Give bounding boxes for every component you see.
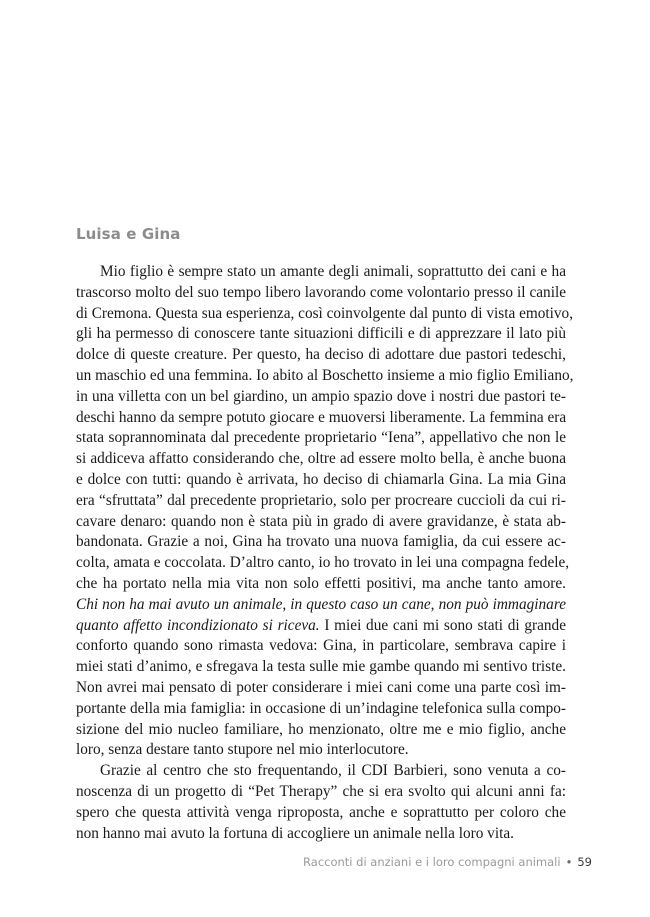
text-line: trascorso molto del suo tempo libero lavorando come volontario presso il canile [76, 283, 566, 301]
text-line: sizione del mio nucleo familiare, ho menzionato, oltre me e mio figlio, anche [76, 720, 566, 738]
text-line: miei stati d’animo, e sfregava la testa sulle mie gambe quando mi sentivo triste. [76, 658, 566, 676]
body-text [76, 262, 574, 844]
text-line: si addiceva affatto considerando che, oltre ad essere molto bella, è anche buona [76, 450, 566, 468]
text-line: bandonata. Grazie a noi, Gina ha trovato una nuova famiglia, da cui essere ac- [76, 533, 566, 551]
section-heading: Luisa e Gina [76, 225, 181, 243]
text-line: dolce di queste creature. Per questo, ha deciso di adottare due pastori tedeschi, [76, 346, 566, 364]
text-line: deschi hanno da sempre potuto giocare e muoversi liberamente. La femmina era [76, 408, 567, 426]
italic-quote-line [76, 595, 566, 616]
text-line: in una villetta con un bel giardino, un ampio spazio dove i nostri due pastori te- [76, 387, 566, 405]
text-line: spero che questa attività venga riproposta, anche e soprattutto per coloro che [76, 803, 566, 821]
page-footer [303, 855, 592, 869]
text-line: Mio figlio è sempre stato un amante degli animali, soprattutto dei cani e ha [100, 263, 566, 280]
text-line: conforto quando sono rimasta vedova: Gina, in particolare, sembrava capire i [76, 637, 566, 655]
bullet-separator: • [565, 855, 573, 869]
text-line: cavare denaro: quando non è stata più in grado di avere gravidanze, è stata ab- [76, 512, 566, 530]
text-fragment: I miei due cani mi sono stati di grande [319, 616, 566, 634]
italic-quote: Chi non ha mai avuto un animale, in questo caso un cane, non può immaginare [76, 595, 566, 613]
text-line: che ha portato nella mia vita non solo effetti positivi, ma anche tanto amore. [76, 574, 566, 592]
text-line: era “sfruttata” dal precedente proprietario, solo per procreare cuccioli da cui ri- [76, 491, 566, 509]
text-line: portante della mia famiglia: in occasione di un’indagine telefonica sulla compo- [76, 699, 566, 717]
text-line: e dolce con tutti: quando è arrivata, ho deciso di chiamarla Gina. La mia Gina [76, 470, 566, 488]
mixed-line [76, 616, 566, 637]
text-line: loro, senza destare tanto stupore nel mio interlocutore. [76, 741, 409, 759]
running-title: Racconti di anziani e i loro compagni animali [303, 855, 561, 869]
text-line: di Cremona. Questa sua esperienza, così coinvolgente dal punto di vista emotivo, [76, 304, 574, 322]
text-line: Non avrei mai pensato di poter considerare i miei cani come una parte così im- [76, 678, 566, 696]
text-line: Grazie al centro che sto frequentando, il CDI Barbieri, sono venuta a co- [100, 762, 566, 780]
text-line: non hanno mai avuto la fortuna di accogliere un animale nella loro vita. [76, 824, 514, 842]
italic-quote: quanto affetto incondizionato si riceva. [76, 616, 320, 634]
text-line: noscenza di un progetto di “Pet Therapy” che si era svolto qui alcuni anni fa: [76, 782, 566, 800]
text-line: gli ha permesso di conoscere tante situazioni difficili e di apprezzare il lato più [76, 325, 566, 343]
text-line: un maschio ed una femmina. Io abito al Boschetto insieme a mio figlio Emiliano, [76, 366, 574, 384]
page-number: 59 [577, 855, 592, 869]
text-line: colta, amata e coccolata. D’altro canto, io ho trovato in lei una compagna fedele, [76, 554, 570, 572]
text-line: stata soprannominata dal precedente proprietario “Iena”, appellativo che non le [76, 429, 566, 447]
